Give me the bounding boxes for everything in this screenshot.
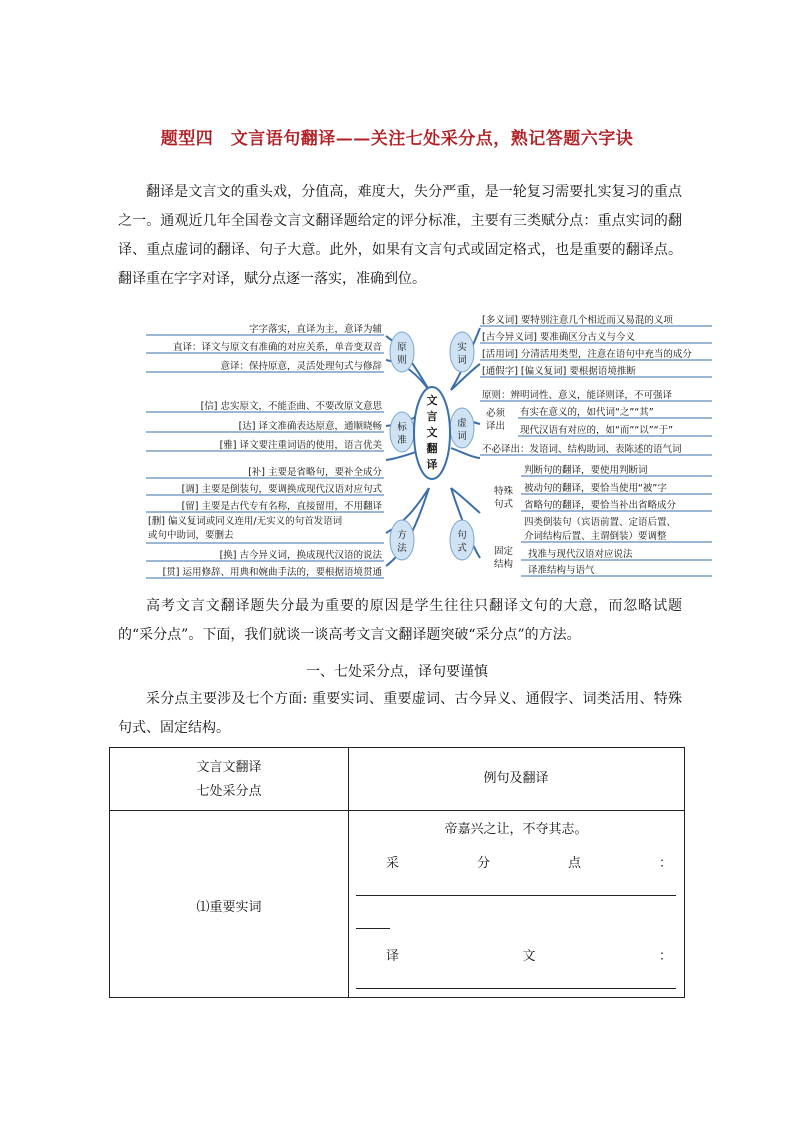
standard-item: [雅] 译文要注重词语的使用，语言优美 [219, 440, 382, 451]
mindmap-center-char: 译 [426, 458, 438, 471]
row-label-important-content-word: ⑴重要实词 [196, 900, 262, 915]
function-word-item: 原则：辨明词性、意义，能译则译，不可强译 [482, 390, 673, 401]
category-principle: 则 [397, 355, 407, 366]
special-sentence-item: 介词结构后置、主谓倒装）要调整 [524, 531, 667, 542]
content-word-item: [通假字] [偏义复词] 要根据语境推断 [482, 366, 636, 377]
function-word-item: 有实在意义的，如代词“之”“其” [520, 407, 654, 418]
content-word-item: [活用词] 分清活用类型，注意在语句中充当的成分 [482, 349, 692, 360]
category-standard: 标 [397, 422, 407, 433]
method-item: [调] 主要是倒装句，要调换成现代汉语对应句式 [181, 484, 382, 495]
fixed-structure-item: 找准与现代汉语对应说法 [528, 549, 633, 560]
table-header-left [110, 756, 348, 804]
translation-label: 译 文 ： [386, 949, 672, 964]
category-method: 法 [397, 543, 407, 554]
table-header-left-line2: 七处采分点 [196, 784, 262, 799]
content-word-item: [多义词] 要特别注意几个相近而又易混的义项 [482, 315, 673, 326]
fixed-structure-item: 译准结构与语气 [528, 565, 595, 576]
method-item: [换] 古今异义词，换成现代汉语的说法 [219, 550, 382, 561]
paragraph-scoring-points: 采分点主要涉及七个方面: 重要实词、重要虚词、古今异义、通假字、词类活用、特殊句式、固定结构。 [118, 691, 682, 736]
intro-paragraph: 翻译是文言文的重头戏，分值高，难度大，失分严重，是一轮复习需要扎实复习的重点之一。通观近几年全国卷文言文翻译题给定的评分标准，主要有三类赋分点：重点实词的翻译、重点虚词的翻译、句子大意。此外，如果有文言句式或固定格式，也是重要的翻译点。翻译重在字字对译，赋分点逐一落实，准确到位。 [118, 184, 682, 287]
special-sentence-item: 判断句的翻译，要使用判断词 [524, 465, 648, 476]
translation-mindmap [146, 308, 712, 580]
mindmap-center-char: 文 [426, 394, 438, 407]
method-item: [贯] 运用修辞、用典和婉曲手法的，要根据语境贯通 [162, 567, 382, 578]
category-function-word: 词 [457, 431, 467, 442]
category-content-word: 词 [457, 355, 467, 366]
content-word-item: [古今异义词] 要准确区分古义与今义 [482, 332, 635, 343]
mindmap-center-char: 言 [426, 410, 438, 423]
special-sentence-item: 四类倒装句（宾语前置、定语后置、 [524, 517, 677, 528]
principle-item: 意译：保持原意，灵活处理句式与修辞 [220, 361, 382, 372]
mindmap-center-char: 翻 [426, 442, 438, 455]
score-point-answer-line[interactable] [356, 895, 676, 896]
example-sentence: 帝嘉兴之让，不夺其志。 [444, 822, 588, 837]
table-header-left-line1: 文言文翻译 [196, 760, 262, 775]
function-word-item: 必须 [486, 408, 506, 419]
function-word-item: 现代汉语有对应的，如“而”“以”“于” [520, 425, 674, 436]
special-sentence-item: 被动句的翻译，要恰当使用“被”字 [524, 483, 667, 494]
standard-item: [信] 忠实原文，不能歪曲、不要改原文意思 [200, 401, 382, 412]
category-sentence: 式 [457, 543, 467, 554]
page-title: 题型四 文言语句翻译——关注七处采分点，熟记答题六字诀 [160, 129, 634, 149]
special-sentence-label: 句式 [494, 499, 514, 510]
translation-answer-line[interactable] [356, 988, 676, 989]
fixed-structure-label: 结构 [494, 559, 514, 570]
score-point-answer-line-short[interactable] [356, 928, 390, 929]
standard-item: [达] 译文准确表达原意，通顺晓畅 [238, 421, 382, 432]
mindmap-center-char: 文 [426, 426, 438, 439]
section-heading: 一、七处采分点，译句要谨慎 [306, 664, 488, 680]
category-function-word: 虚 [457, 418, 467, 429]
method-item: [补] 主要是省略句，要补全成分 [248, 467, 382, 478]
category-method: 方 [397, 530, 407, 541]
category-principle: 原 [397, 342, 407, 353]
method-item: 或句中助词，要删去 [148, 530, 234, 541]
fixed-structure-label: 固定 [494, 546, 514, 557]
category-content-word: 实 [457, 342, 467, 353]
method-item: [留] 主要是古代专有名称，直接留用，不用翻译 [181, 501, 382, 512]
special-sentence-label: 特殊 [494, 486, 514, 497]
category-standard: 准 [397, 435, 407, 446]
score-point-label: 采 分 点 ： [386, 856, 672, 871]
paragraph-reason: 高考文言文翻译题失分最为重要的原因是学生往往只翻译文句的大意，而忽略试题的“采分点”。下面，我们就谈一谈高考文言文翻译题突破“采分点”的方法。 [118, 598, 682, 643]
function-word-item: 不必译出：发语词、结构助词、表陈述的语气词 [482, 444, 682, 455]
scoring-table [109, 747, 685, 998]
special-sentence-item: 省略句的翻译，要恰当补出省略成分 [524, 500, 677, 511]
category-sentence: 句 [457, 530, 467, 541]
principle-item: 字字落实，直译为主，意译为辅 [248, 324, 382, 335]
principle-item: 直译：译文与原文有准确的对应关系，单音变双音 [172, 342, 382, 353]
method-item: [删] 偏义复词或同义连用/无实义的句首发语词 [148, 516, 343, 527]
table-header-right: 例句及翻译 [483, 771, 549, 786]
function-word-item: 译出 [486, 421, 506, 432]
